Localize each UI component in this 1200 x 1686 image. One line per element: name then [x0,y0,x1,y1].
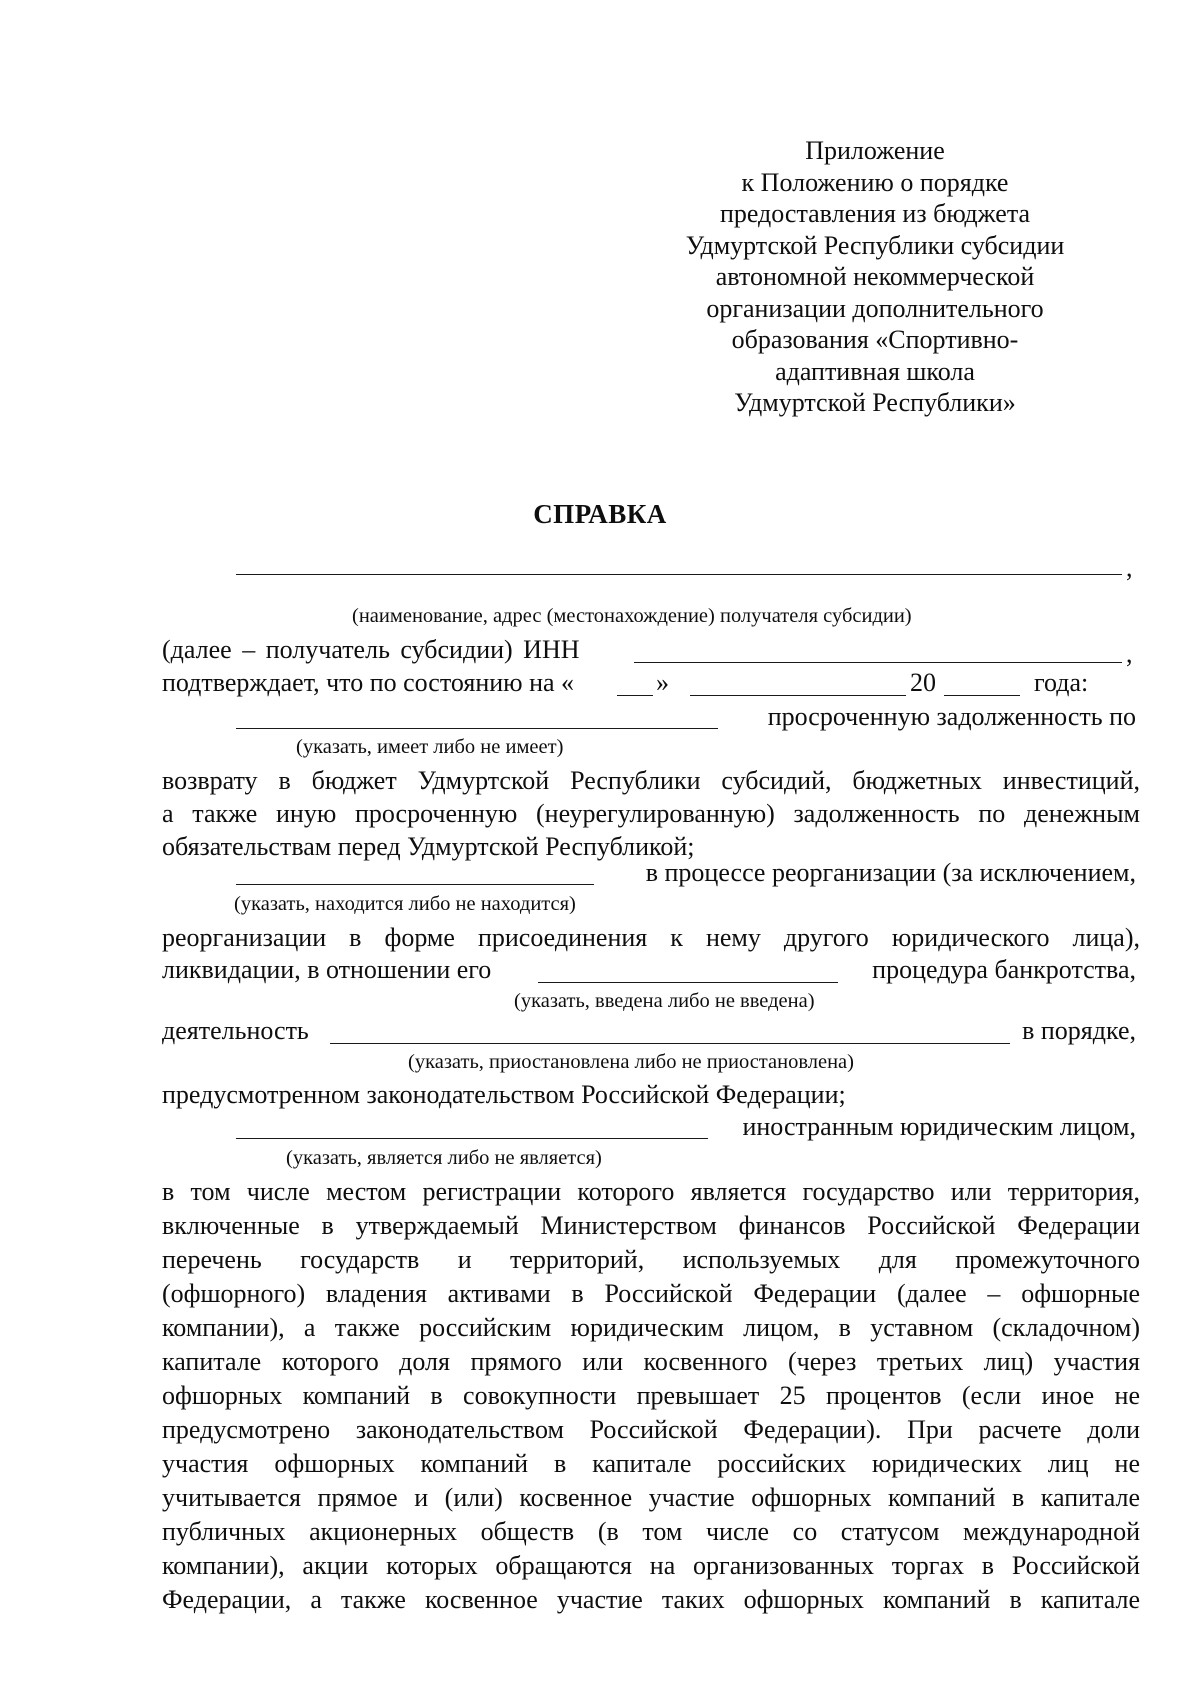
year-suffix: года: [1034,668,1089,697]
date-day-blank[interactable] [617,695,653,696]
paragraph-line: Федерации, а также косвенное участие таких офшорных компаний в капитале [162,1585,1140,1614]
paragraph-line: (офшорного) владения активами в Российской Федерации (далее – офшорные [162,1279,1140,1308]
activity-label: деятельность [162,1016,309,1045]
appendix-line: организации дополнительного [706,293,1044,323]
paragraph-line: офшорных компаний в совокупности превышает 25 процентов (если иное не [162,1381,1140,1410]
hint-recipient-name: (наименование, адрес (местонахождение) получателя субсидии) [352,605,912,627]
bankruptcy-label: процедура банкротства, [872,955,1136,984]
hint-introduced: (указать, введена либо не введена) [514,990,815,1012]
paragraph-line: предусмотрено законодательством Российской Федерации). При расчете доли [162,1415,1140,1444]
paragraph-line: обязательствам перед Удмуртской Республикой; [162,832,695,861]
paragraph-line: возврату в бюджет Удмуртской Республики субсидий, бюджетных инвестиций, [162,766,1140,795]
recipient-inn-label: (далее – получатель субсидии) ИНН [162,635,580,664]
paragraph-line: а также иную просроченную (неурегулированную) задолженность по денежным [162,799,1140,828]
overdue-debt-label: просроченную задолженность по [767,702,1136,731]
paragraph-line: участия офшорных компаний в капитале российских юридических лиц не [162,1449,1140,1478]
paragraph-line: перечень государств и территорий, используемых для промежуточного [162,1245,1140,1274]
appendix-line: адаптивная школа [775,356,975,386]
quote-close: » [656,668,669,697]
appendix-line: образования «Спортивно- [731,325,1019,354]
hint-located: (указать, находится либо не находится) [234,893,576,915]
paragraph-line: компании), акции которых обращаются на организованных торгах в Российской [162,1551,1140,1580]
comma: , [1126,639,1133,668]
confirms-label: подтверждает, что по состоянию на « [162,668,575,697]
inn-blank[interactable] [634,662,1122,663]
appendix-line: Удмуртской Республики субсидии [685,230,1065,260]
hint-has: (указать, имеет либо не имеет) [296,736,564,758]
recipient-name-blank[interactable] [236,574,1122,575]
reorg-process-label: в процессе реорганизации (за исключением, [645,858,1136,887]
appendix-line: к Положению о порядке [741,167,1009,197]
in-order-label: в порядке, [1022,1016,1136,1045]
has-debt-blank[interactable] [236,728,718,729]
paragraph-line: публичных акционерных обществ (в том числе со статусом международной [162,1517,1140,1546]
hint-is: (указать, является либо не является) [286,1147,602,1169]
paragraph-line: капитале которого доля прямого или косвенного (через третьих лиц) участия [162,1347,1140,1376]
foreign-entity-label: иностранным юридическим лицом, [742,1112,1136,1141]
foreign-entity-blank[interactable] [236,1138,708,1139]
bankruptcy-status-blank[interactable] [538,982,838,983]
comma: , [1126,553,1133,582]
date-year-blank[interactable] [944,695,1020,696]
date-month-blank[interactable] [690,695,906,696]
hint-suspended: (указать, приостановлена либо не приостановлена) [408,1051,854,1073]
appendix-line: Удмуртской Республики» [734,388,1016,417]
activity-status-blank[interactable] [330,1043,1010,1044]
appendix-line: автономной некоммерческой [715,262,1035,291]
liquidation-label: ликвидации, в отношении его [162,955,492,984]
paragraph-line: компании), а также российским юридическим лицом, в уставном (складочном) [162,1313,1140,1342]
paragraph-line: в том числе местом регистрации которого является государство или территория, [162,1177,1140,1206]
document-title: СПРАВКА [533,499,667,529]
appendix-line: Приложение [805,136,945,165]
paragraph-line: реорганизации в форме присоединения к нему другого юридического лица), [162,923,1140,952]
paragraph-line: предусмотренном законодательством Российской Федерации; [162,1080,846,1109]
paragraph-line: учитывается прямое и (или) косвенное участие офшорных компаний в капитале [162,1483,1140,1512]
reorg-status-blank[interactable] [236,884,594,885]
appendix-line: предоставления из бюджета [719,199,1031,228]
year-prefix: 20 [910,668,936,697]
paragraph-line: включенные в утверждаемый Министерством финансов Российской Федерации [162,1211,1140,1240]
appendix-header [660,135,1090,419]
